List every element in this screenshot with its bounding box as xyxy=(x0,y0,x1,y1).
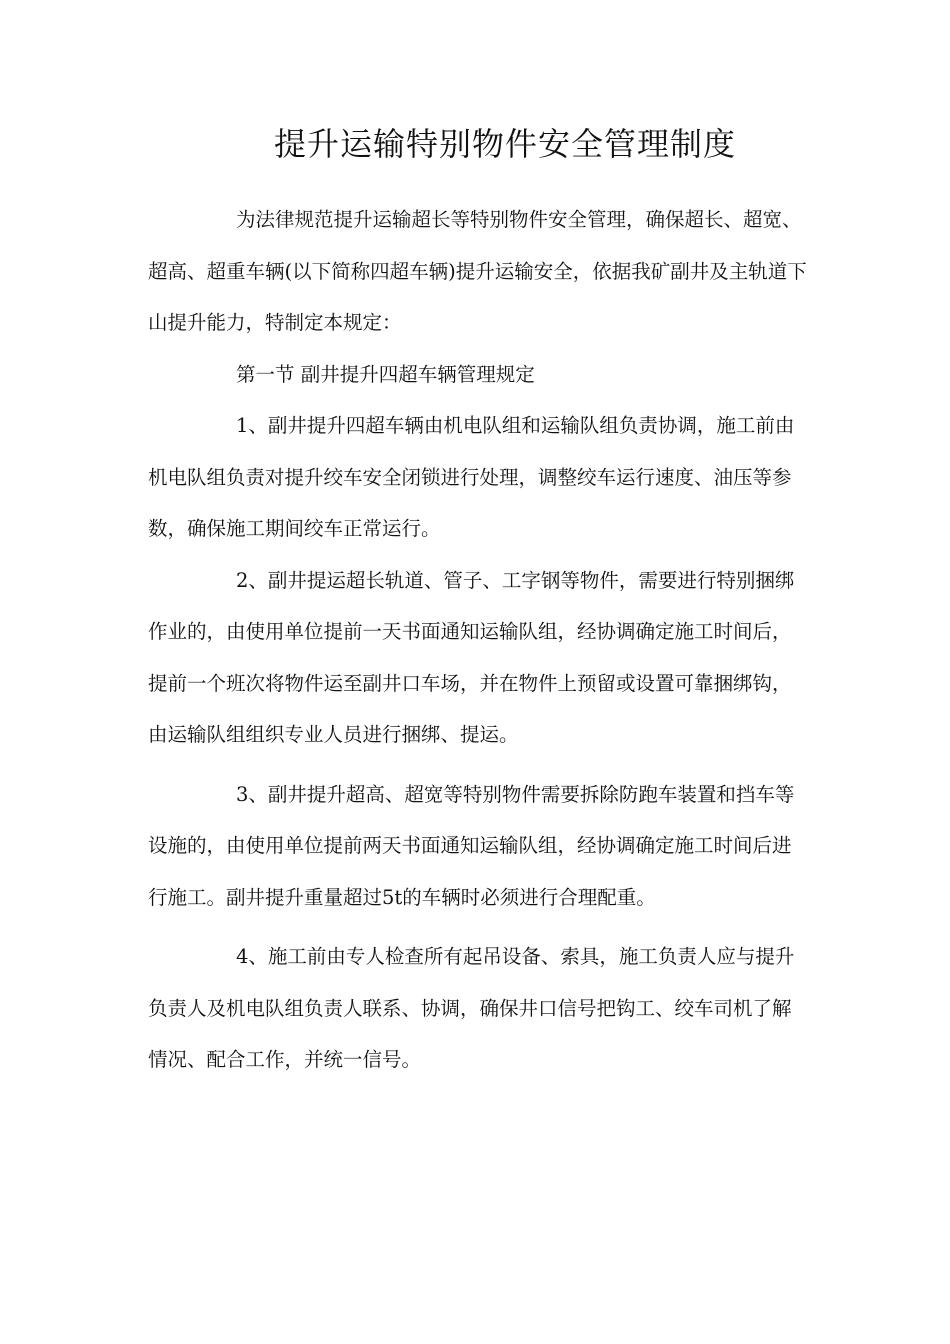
rule-paragraph-3: 3、副井提升超高、超宽等特别物件需要拆除防跑车装置和挡车等设施的，由使用单位提前两天书面通知运输队组，经协调确定施工时间后进行施工。副井提升重量超过5t的车辆时必须进行合理配重。 xyxy=(148,782,795,909)
rule-paragraph-1: 1、副井提升四超车辆由机电队组和运输队组负责协调，施工前由机电队组负责对提升绞车安全闭锁进行处理，调整绞车运行速度、油压等参数，确保施工期间绞车正常运行。 xyxy=(148,414,795,540)
document-title: 提升运输特别物件安全管理制度 xyxy=(273,125,736,163)
document-body xyxy=(148,194,808,1086)
rule-paragraph-4: 4、施工前由专人检查所有起吊设备、索具，施工负责人应与提升负责人及机电队组负责人联系、协调，确保井口信号把钩工、绞车司机了解情况、配合工作，并统一信号。 xyxy=(148,945,795,1071)
intro-paragraph: 为法律规范提升运输超长等特别物件安全管理，确保超长、超宽、超高、超重车辆(以下简称四超车辆)提升运输安全，依据我矿副井及主轨道下山提升能力，特制定本规定： xyxy=(148,208,807,334)
section-heading: 第一节 副井提升四超车辆管理规定 xyxy=(236,362,535,386)
rule-paragraph-2: 2、副井提运超长轨道、管子、工字钢等物件，需要进行特别捆绑作业的，由使用单位提前一天书面通知运输队组，经协调确定施工时间后，提前一个班次将物件运至副井口车场，并在物件上预留或设置可靠捆绑钩，由运输队组组织专业人员进行捆绑、提运。 xyxy=(148,568,795,746)
